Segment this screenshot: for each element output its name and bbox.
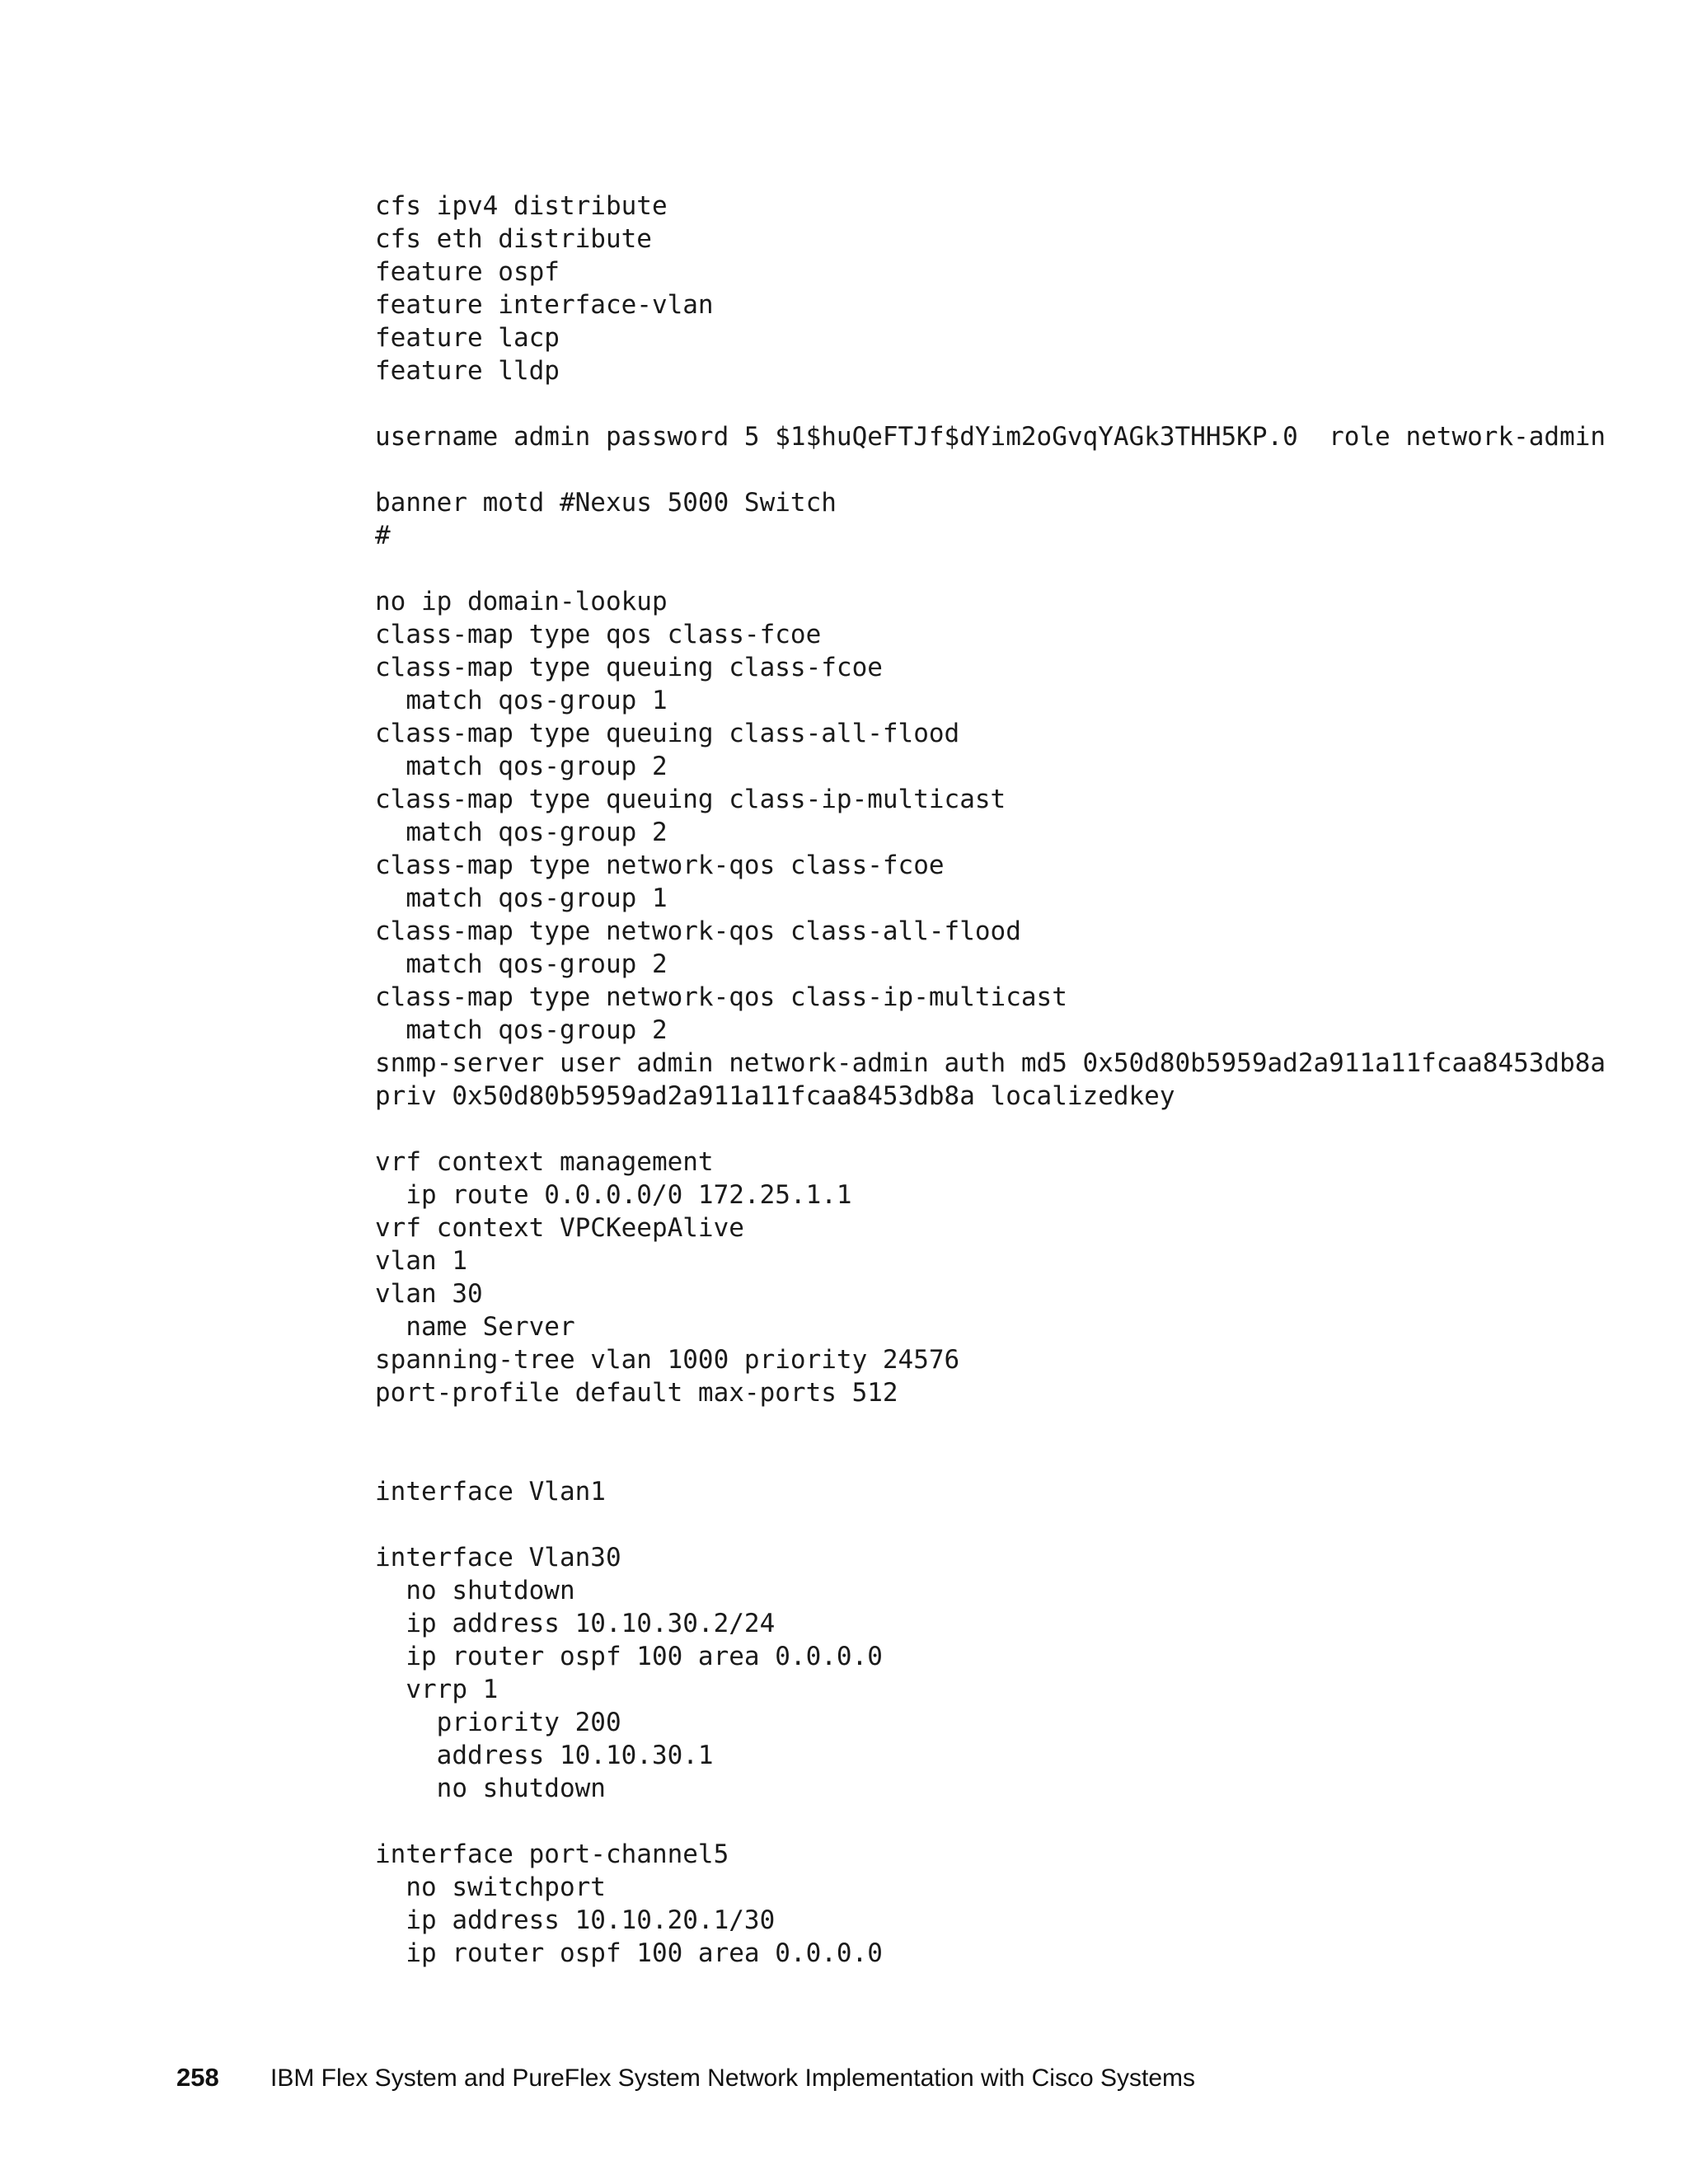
code-line: vlan 1 [375, 1246, 467, 1276]
code-line: match qos-group 1 [375, 883, 668, 913]
code-line [375, 1113, 1578, 1146]
code-line: match qos-group 2 [375, 818, 668, 847]
code-line [375, 552, 1578, 585]
code-line: banner motd #Nexus 5000 Switch [375, 488, 837, 518]
code-line: class-map type qos class-fcoe [375, 620, 822, 649]
code-line: class-map type network-qos class-ip-multicast [375, 982, 1067, 1012]
code-line: cfs ipv4 distribute [375, 191, 668, 221]
code-line: feature lacp [375, 323, 560, 353]
code-line: class-map type queuing class-ip-multicast [375, 785, 1006, 814]
code-line: spanning-tree vlan 1000 priority 24576 [375, 1345, 960, 1375]
code-line: name Server [375, 1312, 575, 1342]
code-line: ip address 10.10.20.1/30 [375, 1905, 776, 1935]
code-line: feature lldp [375, 356, 560, 386]
code-line: match qos-group 2 [375, 752, 668, 781]
page-footer [176, 2063, 1195, 2096]
code-line: no shutdown [375, 1576, 575, 1605]
code-line: interface Vlan1 [375, 1477, 606, 1507]
code-line: ip router ospf 100 area 0.0.0.0 [375, 1642, 883, 1671]
code-line [375, 1805, 1578, 1838]
code-line [375, 453, 1578, 486]
code-line: match qos-group 2 [375, 1015, 668, 1045]
code-line: snmp-server user admin network-admin auth md5 0x50d80b5959ad2a911a11fcaa8453db8a [375, 1048, 1606, 1078]
code-line: class-map type network-qos class-all-flood [375, 916, 1021, 946]
code-line: interface Vlan30 [375, 1543, 621, 1572]
code-line: priority 200 [375, 1708, 621, 1737]
code-line [375, 1508, 1578, 1541]
code-line: vlan 30 [375, 1279, 483, 1309]
page-number: 258 [176, 2063, 219, 2092]
code-line: # [375, 521, 391, 551]
config-code-block [375, 190, 1606, 1970]
code-line: interface port-channel5 [375, 1840, 729, 1869]
code-line: address 10.10.30.1 [375, 1741, 714, 1770]
code-line: no shutdown [375, 1774, 606, 1803]
code-line: ip address 10.10.30.2/24 [375, 1609, 776, 1638]
code-line: class-map type queuing class-all-flood [375, 719, 960, 748]
code-line: feature interface-vlan [375, 290, 714, 320]
code-line: class-map type network-qos class-fcoe [375, 851, 945, 880]
code-line: match qos-group 2 [375, 949, 668, 979]
code-line: class-map type queuing class-fcoe [375, 653, 883, 682]
code-line [375, 1442, 1578, 1475]
code-line: cfs eth distribute [375, 224, 652, 254]
code-line: no switchport [375, 1872, 606, 1902]
code-line: vrf context VPCKeepAlive [375, 1213, 744, 1243]
code-line: vrrp 1 [375, 1675, 499, 1704]
code-line: ip router ospf 100 area 0.0.0.0 [375, 1938, 883, 1968]
code-line: vrf context management [375, 1147, 714, 1177]
code-line: username admin password 5 $1$huQeFTJf$dYim2oGvqYAGk3THH5KP.0 role network-admin [375, 422, 1606, 452]
code-line: match qos-group 1 [375, 686, 668, 715]
code-line: ip route 0.0.0.0/0 172.25.1.1 [375, 1180, 852, 1210]
code-line: no ip domain-lookup [375, 587, 668, 616]
code-line: feature ospf [375, 257, 560, 287]
code-line [375, 387, 1578, 420]
code-line: priv 0x50d80b5959ad2a911a11fcaa8453db8a localizedkey [375, 1081, 1175, 1111]
code-line: port-profile default max-ports 512 [375, 1378, 898, 1408]
code-line [375, 1409, 1578, 1442]
book-title: IBM Flex System and PureFlex System Network Implementation with Cisco Systems [270, 2064, 1196, 2092]
